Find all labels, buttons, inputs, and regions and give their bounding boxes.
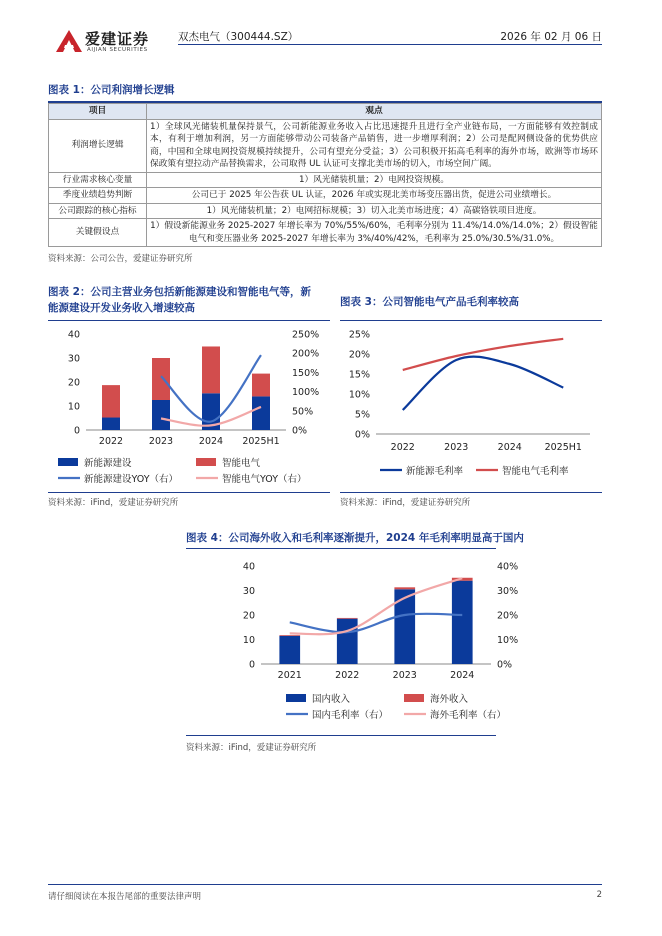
fig3-y-tick: 0% xyxy=(354,429,370,441)
header-rule xyxy=(178,44,602,45)
fig4-bar xyxy=(337,618,358,619)
fig4-y-left-tick: 0 xyxy=(248,659,255,671)
fig2-y-right-tick: 200% xyxy=(292,348,320,360)
fig4-legend-label: 国内收入 xyxy=(312,694,351,705)
table-header-cell: 项目 xyxy=(49,104,147,120)
figure2-title-line2: 能源建设开发业务收入增速较高 xyxy=(48,302,195,314)
fig2-bar xyxy=(102,385,120,417)
fig4-legend-swatch xyxy=(404,694,424,702)
fig4-x-tick: 2023 xyxy=(392,670,417,681)
fig4-x-tick: 2024 xyxy=(450,670,475,681)
fig4-y-left-tick: 20 xyxy=(242,610,255,622)
fig4-bar xyxy=(452,581,473,664)
figure2-title-line1: 图表 2：公司主营业务包括新能源建设和智能电气等，新 xyxy=(48,286,311,298)
fig2-y-right-tick: 0% xyxy=(292,425,308,437)
table-value-cell: 1）假设新能源业务 2025-2027 年增长率为 70%/55%/60%，毛利率分别为 11.4%/14.0%/14.0%；2）假设智能电气和变压器业务 2025-2027 年增长率为 3%/40%/42%，毛利率为 25.0%/30.5%/31.0%。 xyxy=(147,219,602,247)
figure4-top-rule xyxy=(186,548,496,549)
fig2-legend-label: 智能电气YOY（右） xyxy=(222,474,307,485)
fig3-x-tick: 2022 xyxy=(390,442,415,453)
fig4-y-left-tick: 30 xyxy=(242,586,255,597)
fig2-bar xyxy=(252,374,270,397)
fig2-bar xyxy=(152,358,170,400)
fig4-bar xyxy=(279,636,300,664)
figure4-title: 图表 4：公司海外收入和毛利率逐渐提升，2024 年毛利率明显高于国内 xyxy=(186,532,524,544)
figure2-title xyxy=(48,284,333,316)
fig4-y-right-tick: 30% xyxy=(497,586,519,597)
table-value-cell: 公司已于 2025 年公告获 UL 认证，2026 年或实现北美市场变压器出货，促进公司业绩增长。 xyxy=(147,188,602,204)
fig2-y-right-tick: 50% xyxy=(292,406,314,418)
table-key-cell: 关键假设点 xyxy=(49,219,147,247)
fig2-y-left-tick: 40 xyxy=(67,329,80,341)
table-row xyxy=(49,203,602,219)
fig3-legend-label: 新能源毛利率 xyxy=(406,466,464,477)
table-header-cell: 观点 xyxy=(147,104,602,120)
figure3-title: 图表 3：公司智能电气产品毛利率较高 xyxy=(340,296,519,308)
fig4-bar xyxy=(337,619,358,664)
table-key-cell: 行业需求核心变量 xyxy=(49,172,147,188)
fig3-x-tick: 2025H1 xyxy=(544,442,582,453)
fig2-x-tick: 2025H1 xyxy=(242,436,280,447)
table-value-cell: 1）全球风光储装机量保持景气，公司新能源业务收入占比迅速提升且进行全产业链布局，一方面能够有效控制成本，有利于增加利润，另一方面能够带动公司装备产品销售，进一步增厚利润；2）公司是配网侧设备的优势供应商，中国和全球电网投资规模持续提升，公司有望充分受益；3）公司积极开拓高毛利率的海外市场，欧洲等市场环保政策有望拉动产品替换需求，公司取得 UL 认证可支撑北美市场的切入，市场空间广阔。 xyxy=(147,119,602,172)
figure3-source: 资料来源：iFind，爱建证券研究所 xyxy=(340,498,471,508)
fig3-y-tick: 15% xyxy=(348,369,370,381)
figure4-bottom-rule xyxy=(186,735,496,736)
stock-name: 双杰电气（300444.SZ） xyxy=(178,31,299,43)
fig4-y-left-tick: 40 xyxy=(242,561,255,573)
fig2-y-left-tick: 10 xyxy=(67,401,80,413)
fig4-x-tick: 2021 xyxy=(277,670,302,681)
fig2-x-tick: 2023 xyxy=(148,436,174,447)
figure3-chart xyxy=(340,322,602,492)
table-row xyxy=(49,219,602,247)
table-key-cell: 公司跟踪的核心指标 xyxy=(49,203,147,219)
fig2-bar xyxy=(202,346,220,393)
page-number: 2 xyxy=(596,890,602,900)
fig2-y-right-tick: 250% xyxy=(292,329,320,341)
fig2-x-tick: 2022 xyxy=(98,436,124,447)
fig3-y-tick: 10% xyxy=(348,389,370,401)
fig2-y-right-tick: 150% xyxy=(292,367,320,379)
fig4-y-right-tick: 10% xyxy=(497,635,519,646)
fig4-legend-label: 海外毛利率（右） xyxy=(430,710,507,721)
fig3-legend-label: 智能电气毛利率 xyxy=(502,466,569,477)
footer-disclaimer: 请仔细阅读在本报告尾部的重要法律声明 xyxy=(48,892,202,902)
fig3-x-tick: 2024 xyxy=(497,442,522,453)
fig2-bar xyxy=(102,418,120,430)
fig2-x-tick: 2024 xyxy=(198,436,224,447)
fig4-legend-label: 国内毛利率（右） xyxy=(312,710,389,721)
figure2-chart xyxy=(48,322,333,492)
figure2-source: 资料来源：iFind，爱建证券研究所 xyxy=(48,498,179,508)
fig4-y-left-tick: 10 xyxy=(242,635,255,646)
table-row xyxy=(49,119,602,172)
fig3-x-tick: 2023 xyxy=(444,442,469,453)
table-value-cell: 1）风光储装机量；2）电网招标规模；3）切入北美市场进度；4）高碳铬铁项目进度。 xyxy=(147,203,602,219)
fig2-legend-label: 智能电气 xyxy=(222,458,261,469)
fig3-line xyxy=(403,339,564,370)
fig4-x-tick: 2022 xyxy=(335,670,360,681)
fig3-y-tick: 25% xyxy=(348,329,370,341)
report-date: 2026 年 02 月 06 日 xyxy=(500,31,602,43)
table1-title: 图表 1：公司利润增长逻辑 xyxy=(48,84,175,96)
fig2-y-right-tick: 100% xyxy=(292,387,320,399)
fig2-legend-swatch xyxy=(196,458,216,466)
fig2-y-left-tick: 20 xyxy=(67,377,80,389)
fig4-y-right-tick: 0% xyxy=(497,659,513,671)
table1-source: 资料来源：公司公告，爱建证券研究所 xyxy=(48,254,193,264)
table-header-row xyxy=(49,104,602,120)
brand-name: 爱建证券 xyxy=(85,30,150,48)
fig3-line xyxy=(403,357,564,410)
fig2-y-left-tick: 30 xyxy=(67,353,80,365)
figure2-top-rule xyxy=(48,320,330,321)
fig2-bar xyxy=(152,400,170,430)
fig3-y-tick: 5% xyxy=(354,409,370,421)
table-row xyxy=(49,172,602,188)
fig2-y-left-tick: 0 xyxy=(73,425,80,437)
fig4-legend-swatch xyxy=(286,694,306,702)
table-key-cell: 季度业绩趋势判断 xyxy=(49,188,147,204)
figure3-top-rule xyxy=(340,320,602,321)
fig2-legend-label: 新能源建设YOY（右） xyxy=(84,474,179,485)
fig4-bar xyxy=(279,635,300,636)
fig2-bar xyxy=(252,396,270,430)
figure4-source: 资料来源：iFind，爱建证券研究所 xyxy=(186,743,317,753)
fig4-y-right-tick: 40% xyxy=(497,561,519,573)
table-key-cell: 利润增长逻辑 xyxy=(49,119,147,172)
profit-logic-table xyxy=(48,103,602,247)
brand-logo-icon xyxy=(56,30,82,52)
footer-rule xyxy=(48,884,602,885)
figure3-bottom-rule xyxy=(340,492,602,493)
fig4-legend-label: 海外收入 xyxy=(430,694,469,705)
brand-name-en: AIJIAN SECURITIES xyxy=(87,47,148,53)
fig4-line xyxy=(290,578,463,634)
fig4-bar xyxy=(394,587,415,589)
table-value-cell: 1）风光储装机量；2）电网投资规模。 xyxy=(147,172,602,188)
figure4-chart xyxy=(186,550,519,734)
fig2-legend-swatch xyxy=(58,458,78,466)
fig3-y-tick: 20% xyxy=(348,349,370,361)
fig2-legend-label: 新能源建设 xyxy=(84,458,132,469)
fig4-y-right-tick: 20% xyxy=(497,610,519,622)
table-row xyxy=(49,188,602,204)
figure2-bottom-rule xyxy=(48,492,330,493)
